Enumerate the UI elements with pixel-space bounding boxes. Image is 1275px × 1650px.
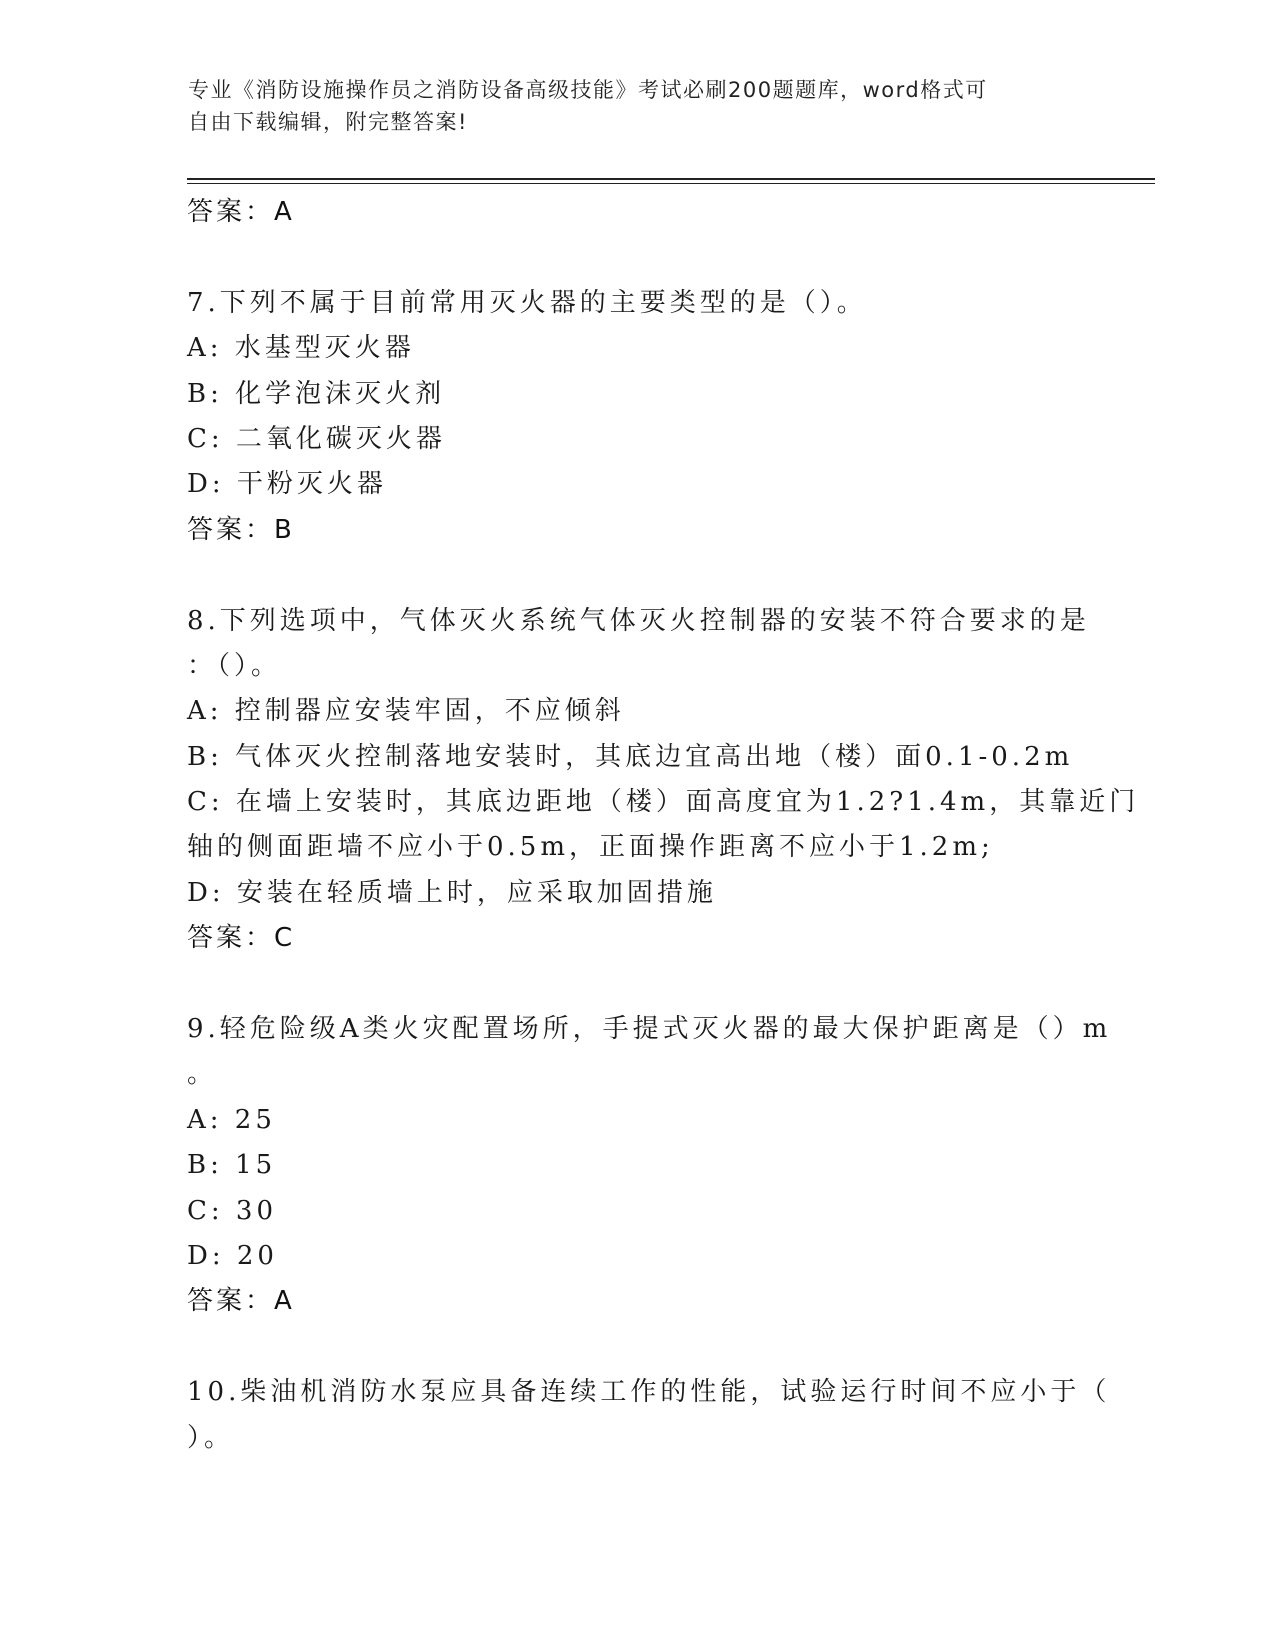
option-b: B: 化学泡沫灭火剂 (187, 378, 446, 409)
option-c: C: 在墙上安装时，其底边距地（楼）面高度宜为1.2?1.4m，其靠近门 (187, 787, 1140, 818)
question-list (187, 190, 1140, 1461)
question-stem-continued: ：（）。 (187, 650, 282, 681)
answer-line: 答案：A (187, 1286, 295, 1317)
option-d: D: 安装在轻质墙上时，应采取加固措施 (187, 877, 717, 908)
option-d: D: 20 (187, 1240, 278, 1271)
header-line-1: 专业《消防设施操作员之消防设备高级技能》考试必刷200题题库，word格式可 (188, 78, 988, 102)
question-stem: 10.柴油机消防水泵应具备连续工作的性能，试验运行时间不应小于（ (187, 1377, 1111, 1408)
header-divider-thin (187, 183, 1155, 184)
header-line-2: 自由下载编辑，附完整答案! (188, 110, 468, 134)
answer-line: 答案：A (187, 197, 295, 227)
option-c-continued: 轴的侧面距墙不应小于0.5m，正面操作距离不应小于1.2m; (187, 832, 994, 863)
option-c: C: 二氧化碳灭火器 (187, 423, 446, 454)
question-stem-continued: 。 (187, 1059, 218, 1090)
answer-line: 答案：C (187, 923, 296, 954)
header-divider (187, 178, 1155, 180)
spacer (187, 235, 1107, 280)
answer-line: 答案：B (187, 514, 295, 545)
option-c: C: 30 (187, 1195, 278, 1226)
question-stem: 9.轻危险级A类火灾配置场所，手提式灭火器的最大保护距离是（）m (187, 1014, 1112, 1045)
document-header (188, 74, 1068, 138)
question-stem: 8.下列选项中，气体灭火系统气体灭火控制器的安装不符合要求的是 (187, 605, 1090, 636)
option-a: A: 25 (187, 1104, 276, 1135)
option-d: D: 干粉灭火器 (187, 469, 387, 500)
question-stem: 7.下列不属于目前常用灭火器的主要类型的是（）。 (187, 287, 867, 318)
option-b: B: 15 (187, 1150, 277, 1181)
option-a: A: 水基型灭火器 (187, 333, 415, 364)
spacer (187, 962, 1107, 1007)
option-a: A: 控制器应安装牢固，不应倾斜 (187, 696, 625, 727)
spacer (187, 1325, 1107, 1370)
question-stem-continued: ）。 (187, 1422, 235, 1453)
spacer (187, 553, 1107, 598)
option-b: B: 气体灭火控制落地安装时，其底边宜高出地（楼）面0.1-0.2m (187, 741, 1074, 772)
